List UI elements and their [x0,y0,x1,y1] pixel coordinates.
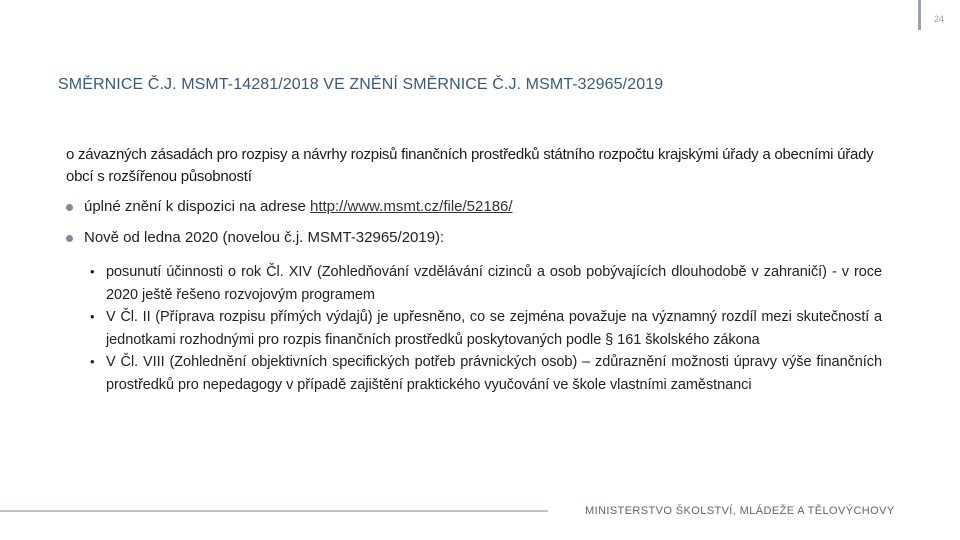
sub-bullet-item [90,351,882,396]
page-title: SMĚRNICE Č.J. MSMT-14281/2018 VE ZNĚNÍ SMĚRNICE Č.J. MSMT-32965/2019 [58,76,664,93]
document-link[interactable]: http://www.msmt.cz/file/52186/ [309,198,513,215]
sub-bullet-list [90,261,882,396]
ministry-logo: MINISTERSTVO ŠKOLSTVÍ, MLÁDEŽE A TĚLOVÝCHOVY [585,505,895,517]
bullet-dot-icon [66,235,73,242]
footer-divider [0,510,548,512]
sub-bullet-text: posunutí účinnosti o rok Čl. XIV (Zohledňování vzdělávání cizinců a osob pobývajících dlouhodobě v zahraničí) - v roce 2020 ještě řešeno rozvojovým programem [106,264,882,303]
page-number-divider [918,0,921,30]
sub-bullet-item [90,306,882,351]
sub-bullet-item [90,261,882,306]
page-number: 24 [933,14,944,24]
bullet-item-novelty [66,227,886,249]
sub-bullet-icon: • [90,354,95,369]
bullet-item-full-text [66,196,886,218]
bullet-text: Nově od ledna 2020 (novelou č.j. MSMT-32965/2019): [84,229,445,246]
bullet-dot-icon [66,204,73,211]
sub-bullet-icon: • [90,264,95,279]
page-subtitle: o závazných zásadách pro rozpisy a návrhy rozpisů finančních prostředků státního rozpočtu krajskými úřady a obecními úřady obcí s rozšířenou působností [66,146,874,185]
bullet-list [66,196,886,258]
sub-bullet-text: V Čl. II (Příprava rozpisu přímých výdajů) je upřesněno, co se zejména považuje na významný rozdíl mezi skutečností a jednotkami rozhodnými pro rozpis finančních prostředků poskytovaných podle § 161 školského zákona [106,309,882,348]
sub-bullet-text: V Čl. VIII (Zohlednění objektivních specifických potřeb právnických osob) – zdůraznění možnosti úpravy výše finančních prostředků pro nepedagogy v případě zajištění praktického vyučování ve škole vlastními zaměstnanci [106,354,882,393]
bullet-text: úplné znění k dispozici na adrese [84,198,310,215]
sub-bullet-icon: • [90,309,95,324]
